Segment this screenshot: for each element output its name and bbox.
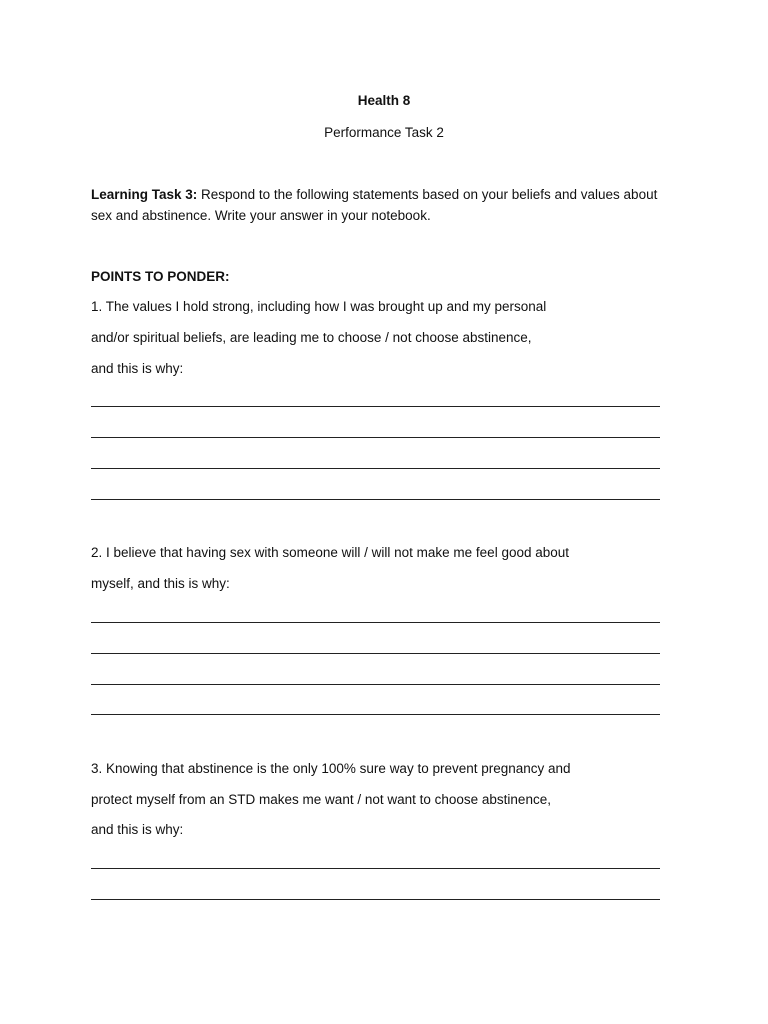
question-3-line-1: 3. Knowing that abstinence is the only 100% sure way to prevent pregnancy and <box>91 761 571 776</box>
answer-line[interactable] <box>91 468 660 469</box>
answer-line[interactable] <box>91 653 660 654</box>
question-1-line-2: and/or spiritual beliefs, are leading me to choose / not choose abstinence, <box>91 330 532 345</box>
question-1-line-1: 1. The values I hold strong, including how I was brought up and my personal <box>91 299 547 314</box>
instructions-paragraph <box>91 184 671 226</box>
question-3-line-3: and this is why: <box>91 822 184 837</box>
instructions-label: Learning Task 3: <box>91 187 198 202</box>
page-title: Health 8 <box>357 93 411 108</box>
question-3-line-2: protect myself from an STD makes me want / not want to choose abstinence, <box>91 792 551 807</box>
answer-line[interactable] <box>91 622 660 623</box>
answer-line[interactable] <box>91 406 660 407</box>
question-2-line-1: 2. I believe that having sex with someone will / will not make me feel good about <box>91 545 570 560</box>
answer-line[interactable] <box>91 499 660 500</box>
question-1-line-3: and this is why: <box>91 361 184 376</box>
section-heading: POINTS TO PONDER: <box>91 269 230 284</box>
answer-line[interactable] <box>91 714 660 715</box>
answer-line[interactable] <box>91 684 660 685</box>
answer-line[interactable] <box>91 868 660 869</box>
page-subtitle: Performance Task 2 <box>324 125 444 140</box>
instructions-text: Respond to the following statements based on your beliefs and values about sex and abstinence. Write your answer in your notebook. <box>91 187 658 223</box>
question-2-line-2: myself, and this is why: <box>91 576 230 591</box>
answer-line[interactable] <box>91 899 660 900</box>
answer-line[interactable] <box>91 437 660 438</box>
